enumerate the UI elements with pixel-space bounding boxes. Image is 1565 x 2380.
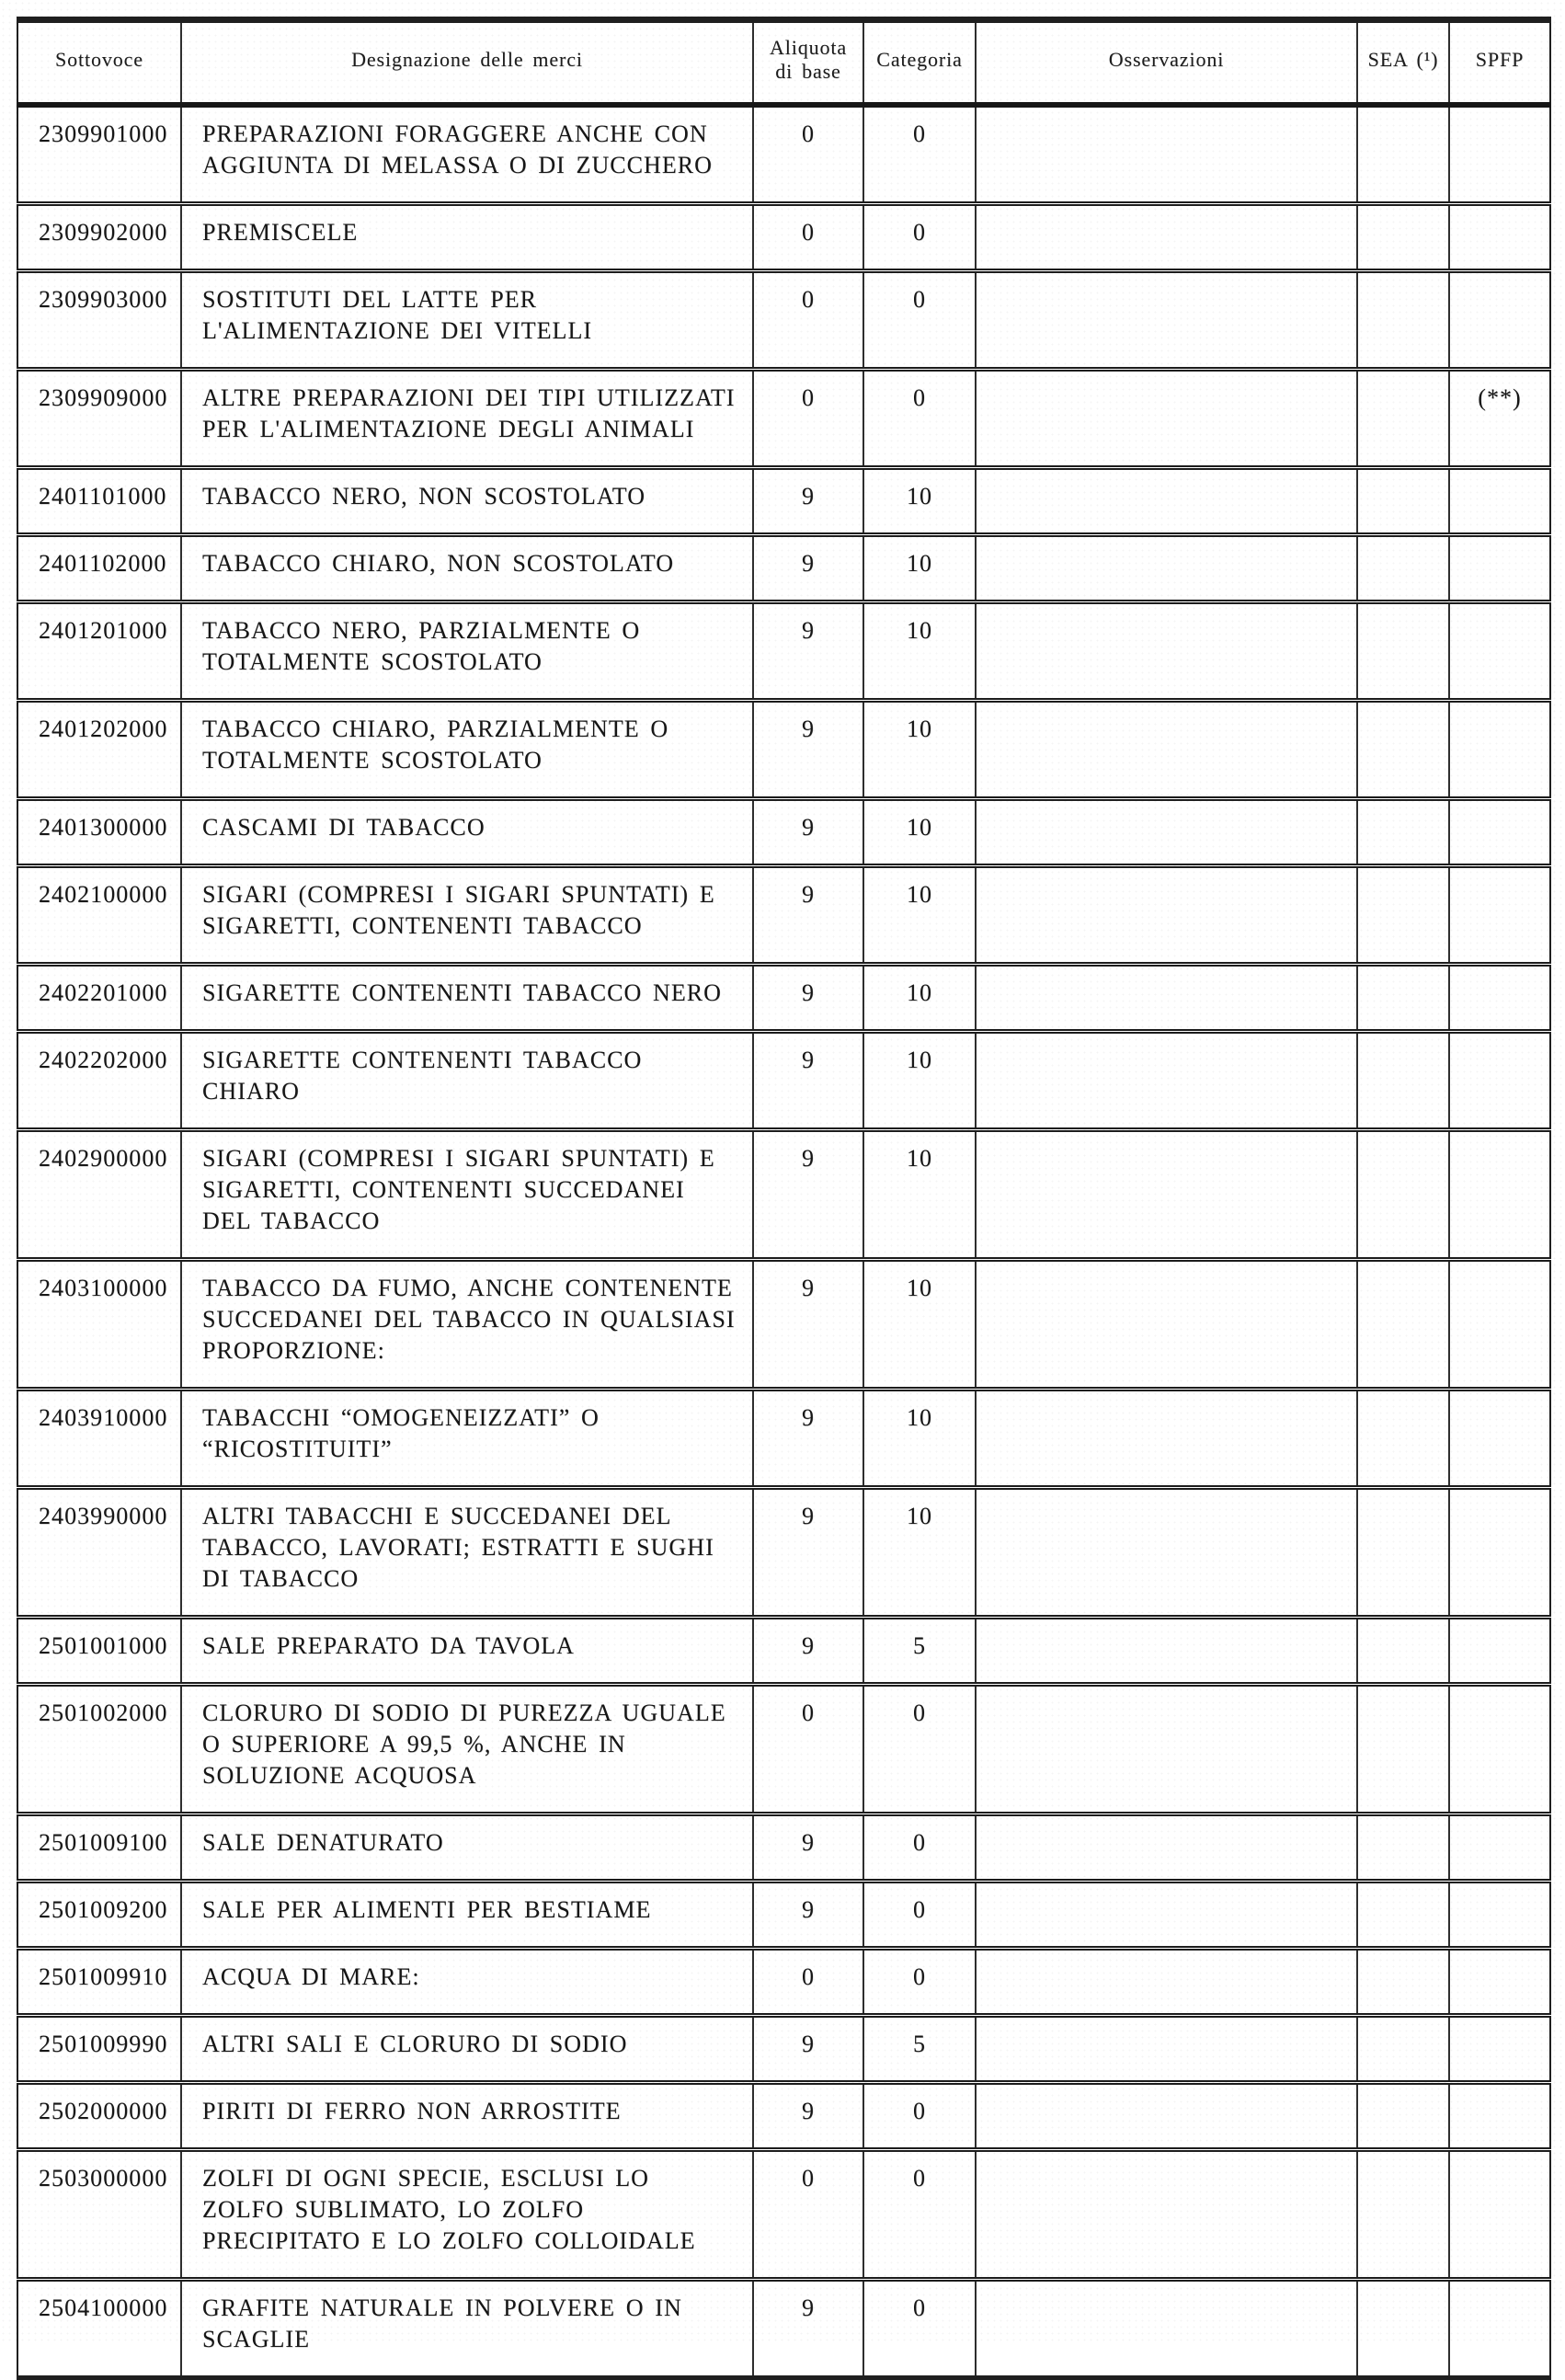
goods-description: SIGARETTE CONTENENTI TABACCO NERO	[181, 965, 753, 1032]
base-rate-value: 9	[753, 799, 863, 866]
base-rate-value: 9	[753, 535, 863, 602]
base-rate-value: 0	[753, 271, 863, 370]
sea-value	[1357, 271, 1449, 370]
spfp-value	[1449, 2150, 1550, 2280]
goods-description: SIGARI (COMPRESI I SIGARI SPUNTATI) E SIGARETTI, CONTENENTI SUCCEDANEI DEL TABACCO	[181, 1130, 753, 1260]
table-row	[17, 1032, 1550, 1130]
spfp-value	[1449, 1488, 1550, 1618]
sea-value	[1357, 1949, 1449, 2016]
subheading-code: 2309902000	[17, 204, 181, 271]
goods-description: SIGARI (COMPRESI I SIGARI SPUNTATI) E SIGARETTI, CONTENENTI TABACCO	[181, 866, 753, 965]
goods-description: SALE DENATURATO	[181, 1814, 753, 1882]
spfp-value	[1449, 535, 1550, 602]
observations-value	[976, 1882, 1357, 1949]
spfp-value	[1449, 1032, 1550, 1130]
sea-value	[1357, 602, 1449, 701]
base-rate-value: 9	[753, 1032, 863, 1130]
subheading-code: 2501009200	[17, 1882, 181, 1949]
base-rate-value: 9	[753, 1814, 863, 1882]
sea-value	[1357, 1814, 1449, 1882]
observations-value	[976, 105, 1357, 204]
category-value: 10	[863, 1032, 976, 1130]
spfp-value	[1449, 799, 1550, 866]
spfp-value	[1449, 2016, 1550, 2083]
sea-value	[1357, 799, 1449, 866]
observations-value	[976, 1685, 1357, 1814]
goods-description: TABACCHI “OMOGENEIZZATI” O “RICOSTITUITI”	[181, 1390, 753, 1488]
table-row	[17, 2280, 1550, 2378]
goods-description: ALTRI SALI E CLORURO DI SODIO	[181, 2016, 753, 2083]
goods-description: CLORURO DI SODIO DI PUREZZA UGUALE O SUPERIORE A 99,5 %, ANCHE IN SOLUZIONE ACQUOSA	[181, 1685, 753, 1814]
subheading-code: 2402202000	[17, 1032, 181, 1130]
observations-value	[976, 271, 1357, 370]
observations-value	[976, 701, 1357, 799]
base-rate-value: 0	[753, 105, 863, 204]
base-rate-value: 9	[753, 2016, 863, 2083]
sea-value	[1357, 2150, 1449, 2280]
subheading-code: 2401300000	[17, 799, 181, 866]
observations-value	[976, 1488, 1357, 1618]
base-rate-value: 9	[753, 1882, 863, 1949]
category-value: 5	[863, 1618, 976, 1685]
category-value: 5	[863, 2016, 976, 2083]
table-row	[17, 1260, 1550, 1390]
table-row	[17, 701, 1550, 799]
goods-description: ALTRI TABACCHI E SUCCEDANEI DEL TABACCO, LAVORATI; ESTRATTI E SUGHI DI TABACCO	[181, 1488, 753, 1618]
sea-value	[1357, 1488, 1449, 1618]
sea-value	[1357, 535, 1449, 602]
category-value: 0	[863, 2083, 976, 2150]
spfp-value	[1449, 1130, 1550, 1260]
spfp-value	[1449, 701, 1550, 799]
goods-description: GRAFITE NATURALE IN POLVERE O IN SCAGLIE	[181, 2280, 753, 2378]
column-header-spfp: SPFP	[1449, 20, 1550, 106]
observations-value	[976, 866, 1357, 965]
base-rate-value: 9	[753, 1260, 863, 1390]
category-value: 0	[863, 370, 976, 468]
table-row	[17, 1685, 1550, 1814]
category-value: 0	[863, 105, 976, 204]
base-rate-value: 0	[753, 370, 863, 468]
spfp-value	[1449, 965, 1550, 1032]
table-row	[17, 1618, 1550, 1685]
category-value: 10	[863, 1390, 976, 1488]
base-rate-value: 9	[753, 602, 863, 701]
observations-value	[976, 799, 1357, 866]
subheading-code: 2402201000	[17, 965, 181, 1032]
subheading-code: 2501009990	[17, 2016, 181, 2083]
subheading-code: 2403910000	[17, 1390, 181, 1488]
sea-value	[1357, 204, 1449, 271]
subheading-code: 2309903000	[17, 271, 181, 370]
spfp-value	[1449, 468, 1550, 535]
base-rate-value: 9	[753, 1618, 863, 1685]
sea-value	[1357, 1618, 1449, 1685]
goods-description: ZOLFI DI OGNI SPECIE, ESCLUSI LO ZOLFO SUBLIMATO, LO ZOLFO PRECIPITATO E LO ZOLFO COLLOIDALE	[181, 2150, 753, 2280]
spfp-value	[1449, 866, 1550, 965]
category-value: 10	[863, 701, 976, 799]
goods-description: TABACCO CHIARO, PARZIALMENTE O TOTALMENTE SCOSTOLATO	[181, 701, 753, 799]
base-rate-value: 9	[753, 965, 863, 1032]
sea-value	[1357, 1130, 1449, 1260]
goods-description: CASCAMI DI TABACCO	[181, 799, 753, 866]
spfp-value	[1449, 105, 1550, 204]
table-row	[17, 1130, 1550, 1260]
goods-description: TABACCO NERO, NON SCOSTOLATO	[181, 468, 753, 535]
subheading-code: 2401202000	[17, 701, 181, 799]
subheading-code: 2502000000	[17, 2083, 181, 2150]
base-rate-value: 0	[753, 1685, 863, 1814]
subheading-code: 2401201000	[17, 602, 181, 701]
column-header-designazione: Designazione delle merci	[181, 20, 753, 106]
goods-description: SALE PREPARATO DA TAVOLA	[181, 1618, 753, 1685]
observations-value	[976, 602, 1357, 701]
sea-value	[1357, 2280, 1449, 2378]
category-value: 0	[863, 271, 976, 370]
observations-value	[976, 468, 1357, 535]
subheading-code: 2401102000	[17, 535, 181, 602]
base-rate-value: 0	[753, 1949, 863, 2016]
goods-description: ACQUA DI MARE:	[181, 1949, 753, 2016]
table-row	[17, 866, 1550, 965]
category-value: 0	[863, 1685, 976, 1814]
category-value: 0	[863, 2150, 976, 2280]
spfp-value	[1449, 1618, 1550, 1685]
base-rate-value: 9	[753, 1390, 863, 1488]
subheading-code: 2309909000	[17, 370, 181, 468]
sea-value	[1357, 105, 1449, 204]
observations-value	[976, 1260, 1357, 1390]
sea-value	[1357, 370, 1449, 468]
column-header-aliquota-di-base: Aliquota di base	[753, 20, 863, 106]
base-rate-value: 0	[753, 204, 863, 271]
subheading-code: 2501009910	[17, 1949, 181, 2016]
table-row	[17, 204, 1550, 271]
observations-value	[976, 1618, 1357, 1685]
observations-value	[976, 535, 1357, 602]
spfp-value: (**)	[1449, 370, 1550, 468]
base-rate-value: 9	[753, 866, 863, 965]
goods-description: TABACCO CHIARO, NON SCOSTOLATO	[181, 535, 753, 602]
category-value: 0	[863, 1814, 976, 1882]
sea-value	[1357, 1882, 1449, 1949]
category-value: 10	[863, 1260, 976, 1390]
sea-value	[1357, 2016, 1449, 2083]
category-value: 0	[863, 1882, 976, 1949]
category-value: 0	[863, 1949, 976, 2016]
tariff-table-body	[17, 105, 1550, 2378]
observations-value	[976, 2150, 1357, 2280]
category-value: 10	[863, 965, 976, 1032]
observations-value	[976, 1949, 1357, 2016]
goods-description: SALE PER ALIMENTI PER BESTIAME	[181, 1882, 753, 1949]
subheading-code: 2501002000	[17, 1685, 181, 1814]
observations-value	[976, 1390, 1357, 1488]
table-row	[17, 1814, 1550, 1882]
base-rate-value: 9	[753, 1130, 863, 1260]
subheading-code: 2402900000	[17, 1130, 181, 1260]
category-value: 10	[863, 468, 976, 535]
subheading-code: 2403100000	[17, 1260, 181, 1390]
goods-description: SIGARETTE CONTENENTI TABACCO CHIARO	[181, 1032, 753, 1130]
table-row	[17, 1390, 1550, 1488]
table-row	[17, 1949, 1550, 2016]
observations-value	[976, 1130, 1357, 1260]
category-value: 10	[863, 1130, 976, 1260]
spfp-value	[1449, 1882, 1550, 1949]
goods-description: SOSTITUTI DEL LATTE PER L'ALIMENTAZIONE DEI VITELLI	[181, 271, 753, 370]
base-rate-value: 0	[753, 2150, 863, 2280]
sea-value	[1357, 1260, 1449, 1390]
table-row	[17, 2150, 1550, 2280]
table-row	[17, 535, 1550, 602]
spfp-value	[1449, 2083, 1550, 2150]
tariff-table	[17, 17, 1551, 2380]
tariff-table-header	[17, 20, 1550, 106]
sea-value	[1357, 1390, 1449, 1488]
base-rate-value: 9	[753, 1488, 863, 1618]
spfp-value	[1449, 1949, 1550, 2016]
goods-description: PIRITI DI FERRO NON ARROSTITE	[181, 2083, 753, 2150]
observations-value	[976, 2083, 1357, 2150]
category-value: 10	[863, 799, 976, 866]
sea-value	[1357, 468, 1449, 535]
spfp-value	[1449, 1390, 1550, 1488]
table-row	[17, 965, 1550, 1032]
table-row	[17, 105, 1550, 204]
column-header-sea: SEA (¹)	[1357, 20, 1449, 106]
category-value: 10	[863, 1488, 976, 1618]
spfp-value	[1449, 1814, 1550, 1882]
observations-value	[976, 965, 1357, 1032]
table-row	[17, 2016, 1550, 2083]
observations-value	[976, 2016, 1357, 2083]
spfp-value	[1449, 271, 1550, 370]
table-row	[17, 468, 1550, 535]
sea-value	[1357, 701, 1449, 799]
category-value: 0	[863, 204, 976, 271]
goods-description: TABACCO DA FUMO, ANCHE CONTENENTE SUCCEDANEI DEL TABACCO IN QUALSIASI PROPORZIONE:	[181, 1260, 753, 1390]
base-rate-value: 9	[753, 701, 863, 799]
spfp-value	[1449, 1260, 1550, 1390]
subheading-code: 2501009100	[17, 1814, 181, 1882]
goods-description: TABACCO NERO, PARZIALMENTE O TOTALMENTE SCOSTOLATO	[181, 602, 753, 701]
column-header-sottovoce: Sottovoce	[17, 20, 181, 106]
base-rate-value: 9	[753, 468, 863, 535]
spfp-value	[1449, 1685, 1550, 1814]
base-rate-value: 9	[753, 2280, 863, 2378]
goods-description: ALTRE PREPARAZIONI DEI TIPI UTILIZZATI PER L'ALIMENTAZIONE DEGLI ANIMALI	[181, 370, 753, 468]
table-row	[17, 799, 1550, 866]
column-header-categoria: Categoria	[863, 20, 976, 106]
subheading-code: 2403990000	[17, 1488, 181, 1618]
table-row	[17, 2083, 1550, 2150]
goods-description: PREMISCELE	[181, 204, 753, 271]
observations-value	[976, 1032, 1357, 1130]
subheading-code: 2401101000	[17, 468, 181, 535]
goods-description: PREPARAZIONI FORAGGERE ANCHE CON AGGIUNTA DI MELASSA O DI ZUCCHERO	[181, 105, 753, 204]
observations-value	[976, 2280, 1357, 2378]
table-row	[17, 271, 1550, 370]
observations-value	[976, 204, 1357, 271]
table-row	[17, 602, 1550, 701]
observations-value	[976, 370, 1357, 468]
category-value: 10	[863, 602, 976, 701]
subheading-code: 2501001000	[17, 1618, 181, 1685]
sea-value	[1357, 866, 1449, 965]
observations-value	[976, 1814, 1357, 1882]
subheading-code: 2503000000	[17, 2150, 181, 2280]
spfp-value	[1449, 602, 1550, 701]
table-row	[17, 1882, 1550, 1949]
subheading-code: 2402100000	[17, 866, 181, 965]
spfp-value	[1449, 204, 1550, 271]
sea-value	[1357, 965, 1449, 1032]
subheading-code: 2504100000	[17, 2280, 181, 2378]
base-rate-value: 9	[753, 2083, 863, 2150]
table-row	[17, 1488, 1550, 1618]
category-value: 10	[863, 535, 976, 602]
header-row	[17, 20, 1550, 106]
sea-value	[1357, 2083, 1449, 2150]
subheading-code: 2309901000	[17, 105, 181, 204]
column-header-osservazioni: Osservazioni	[976, 20, 1357, 106]
table-row	[17, 370, 1550, 468]
category-value: 0	[863, 2280, 976, 2378]
sea-value	[1357, 1685, 1449, 1814]
sea-value	[1357, 1032, 1449, 1130]
category-value: 10	[863, 866, 976, 965]
spfp-value	[1449, 2280, 1550, 2378]
